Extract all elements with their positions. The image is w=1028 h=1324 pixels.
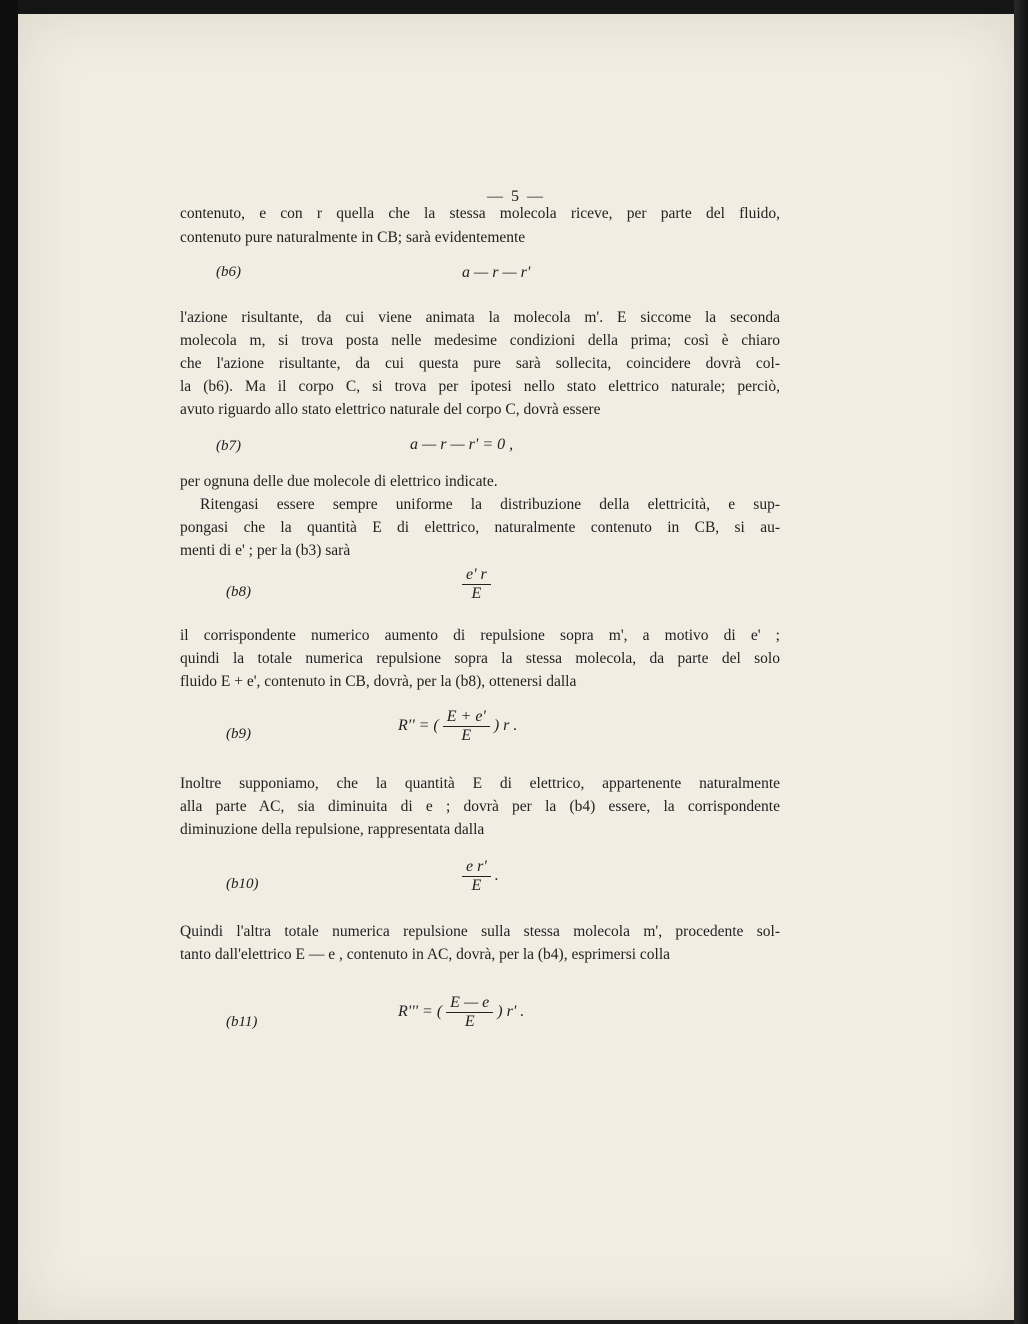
equation-b6: a — r — r': [462, 264, 531, 281]
equation-b10: [462, 858, 499, 895]
text-line: quindi la totale numerica repulsione sopra la stessa molecola, da parte del solo: [180, 650, 780, 667]
equation-tag: (b9): [226, 726, 251, 742]
equation-rhs: ) r .: [493, 717, 518, 735]
equation-b8: [462, 566, 491, 603]
equation-tag: (b11): [226, 1014, 258, 1030]
text-line: avuto riguardo allo stato elettrico naturale del corpo C, dovrà essere: [180, 401, 601, 418]
equation-b7: a — r — r' = 0 ,: [410, 436, 514, 453]
equation-tag: (b6): [216, 264, 241, 280]
equation-b11: [398, 994, 524, 1031]
text-line: Quindi l'altra totale numerica repulsione sulla stessa molecola m', procedente sol-: [180, 923, 780, 940]
equation-tag: (b10): [226, 876, 259, 892]
text-line: tanto dall'elettrico E — e , contenuto in AC, dovrà, per la (b4), esprimersi colla: [180, 946, 671, 963]
page-number: — 5 —: [487, 188, 545, 205]
text-line: contenuto, e con r quella che la stessa molecola riceve, per parte del fluido,: [180, 205, 780, 222]
text-line: per ognuna delle due molecole di elettrico indicate.: [180, 473, 498, 490]
equation-tag: (b7): [216, 438, 241, 454]
text-line: Ritengasi essere sempre uniforme la distribuzione della elettricità, e sup-: [200, 496, 780, 513]
equation-b9: [398, 708, 517, 745]
text-line: molecola m, si trova posta nelle medesime condizioni della prima; così è chiaro: [180, 332, 780, 349]
text-line: diminuzione della repulsione, rappresentata dalla: [180, 821, 485, 838]
text-line: la (b6). Ma il corpo C, si trova per ipotesi nello stato elettrico naturale; perciò,: [180, 378, 780, 395]
fraction-numerator: e' r: [462, 566, 491, 585]
fraction-numerator: e r': [462, 858, 491, 877]
text-line: menti di e' ; per la (b3) sarà: [180, 542, 351, 559]
fraction-denominator: E: [471, 877, 482, 894]
text-line: l'azione risultante, da cui viene animata la molecola m'. E siccome la seconda: [180, 309, 780, 326]
text-line: contenuto pure naturalmente in CB; sarà evidentemente: [180, 229, 526, 246]
text-line: Inoltre supponiamo, che la quantità E di elettrico, appartenente naturalmente: [180, 775, 780, 792]
text-line: che l'azione risultante, da cui questa pure sarà sollecita, coincidere dovrà col-: [180, 355, 780, 372]
text-line: fluido E + e', contenuto in CB, dovrà, per la (b8), ottenersi dalla: [180, 673, 577, 690]
text-line: pongasi che la quantità E di elettrico, naturalmente contenuto in CB, si au-: [180, 519, 780, 536]
fraction-denominator: E: [464, 1013, 475, 1030]
equation-lhs: R'' = (: [398, 717, 439, 735]
equation-tag: (b8): [226, 584, 251, 600]
scan-border-top: [0, 0, 1028, 14]
scan-border-right: [1014, 0, 1028, 1324]
text-line: alla parte AC, sia diminuita di e ; dovrà per la (b4) essere, la corrispondente: [180, 798, 780, 815]
equation-lhs: R''' = (: [398, 1003, 443, 1021]
fraction-numerator: E + e': [443, 708, 490, 727]
text-line: il corrispondente numerico aumento di repulsione sopra m', a motivo di e' ;: [180, 627, 780, 644]
equation-rhs: .: [494, 867, 499, 885]
scan-border-left: [0, 0, 18, 1324]
equation-rhs: ) r' .: [497, 1003, 525, 1021]
fraction-denominator: E: [461, 727, 472, 744]
fraction-denominator: E: [471, 585, 482, 602]
fraction-numerator: E — e: [446, 994, 493, 1013]
